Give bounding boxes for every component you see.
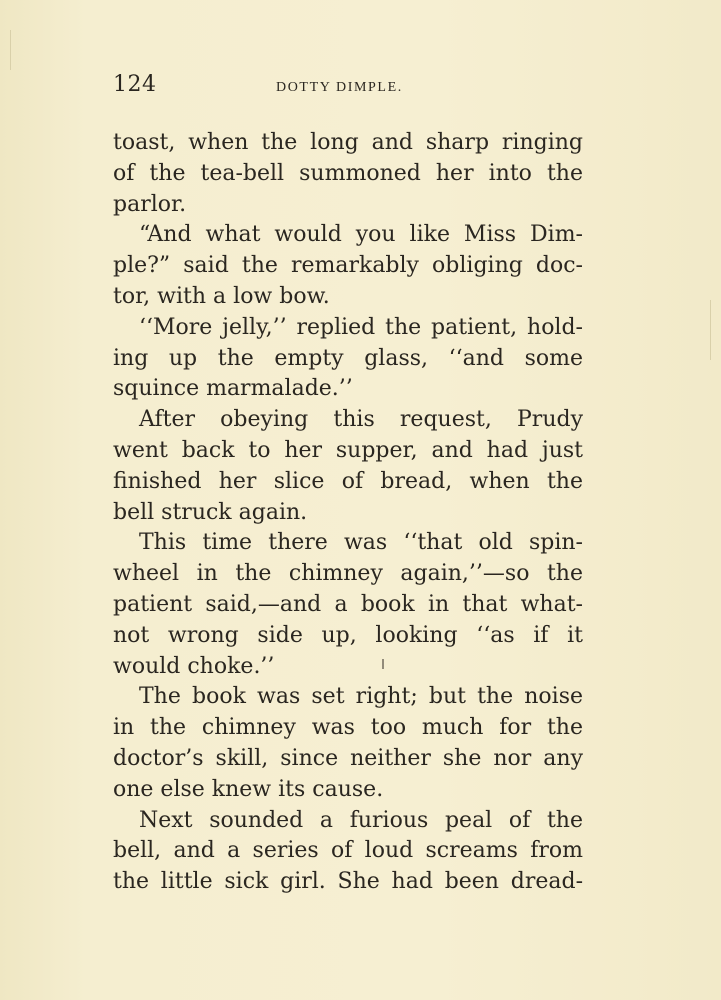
page-edge-mark [710,300,711,360]
text-line: bell struck again. [113,499,308,525]
text-line: went back to her supper, and had just [113,437,583,463]
text-line: ple?” said the remarkably obliging doc- [113,253,583,279]
text-line: tor, with a low bow. [113,283,330,309]
text-line: would choke.’’ [113,653,275,679]
text-line: Next sounded a furious peal of the [139,807,583,833]
text-line: ‘‘More jelly,’’ replied the patient, hold- [139,314,583,340]
text-line: patient said,—and a book in that what- [113,591,583,617]
text-line: finished her slice of bread, when the [113,468,583,494]
text-line: ing up the empty glass, ‘‘and some [113,345,583,371]
ink-speck [382,659,384,669]
text-line: in the chimney was too much for the [113,715,583,741]
text-line: not wrong side up, looking ‘‘as if it [113,622,583,648]
running-head: DOTTY DIMPLE. [276,80,403,95]
body-text [113,128,583,898]
page-edge-mark [10,30,11,70]
text-line: “And what would you like Miss Dim- [139,222,583,248]
text-line: one else knew its cause. [113,776,384,802]
text-line: squince marmalade.’’ [113,376,353,402]
text-line: parlor. [113,191,187,217]
text-line: doctor’s skill, since neither she nor any [113,745,583,771]
page-header [113,72,583,102]
text-line: This time there was ‘‘that old spin- [139,530,583,556]
page-number: 124 [113,72,157,97]
text-line: bell, and a series of loud screams from [113,838,583,864]
text-line: of the tea-bell summoned her into the [113,160,583,186]
text-line: toast, when the long and sharp ringing [113,130,583,155]
text-line: After obeying this request, Prudy [139,407,583,433]
text-line: wheel in the chimney again,’’—so the [113,561,583,587]
text-line: The book was set right; but the noise [139,684,583,710]
text-line: the little sick girl. She had been dread- [113,869,583,895]
